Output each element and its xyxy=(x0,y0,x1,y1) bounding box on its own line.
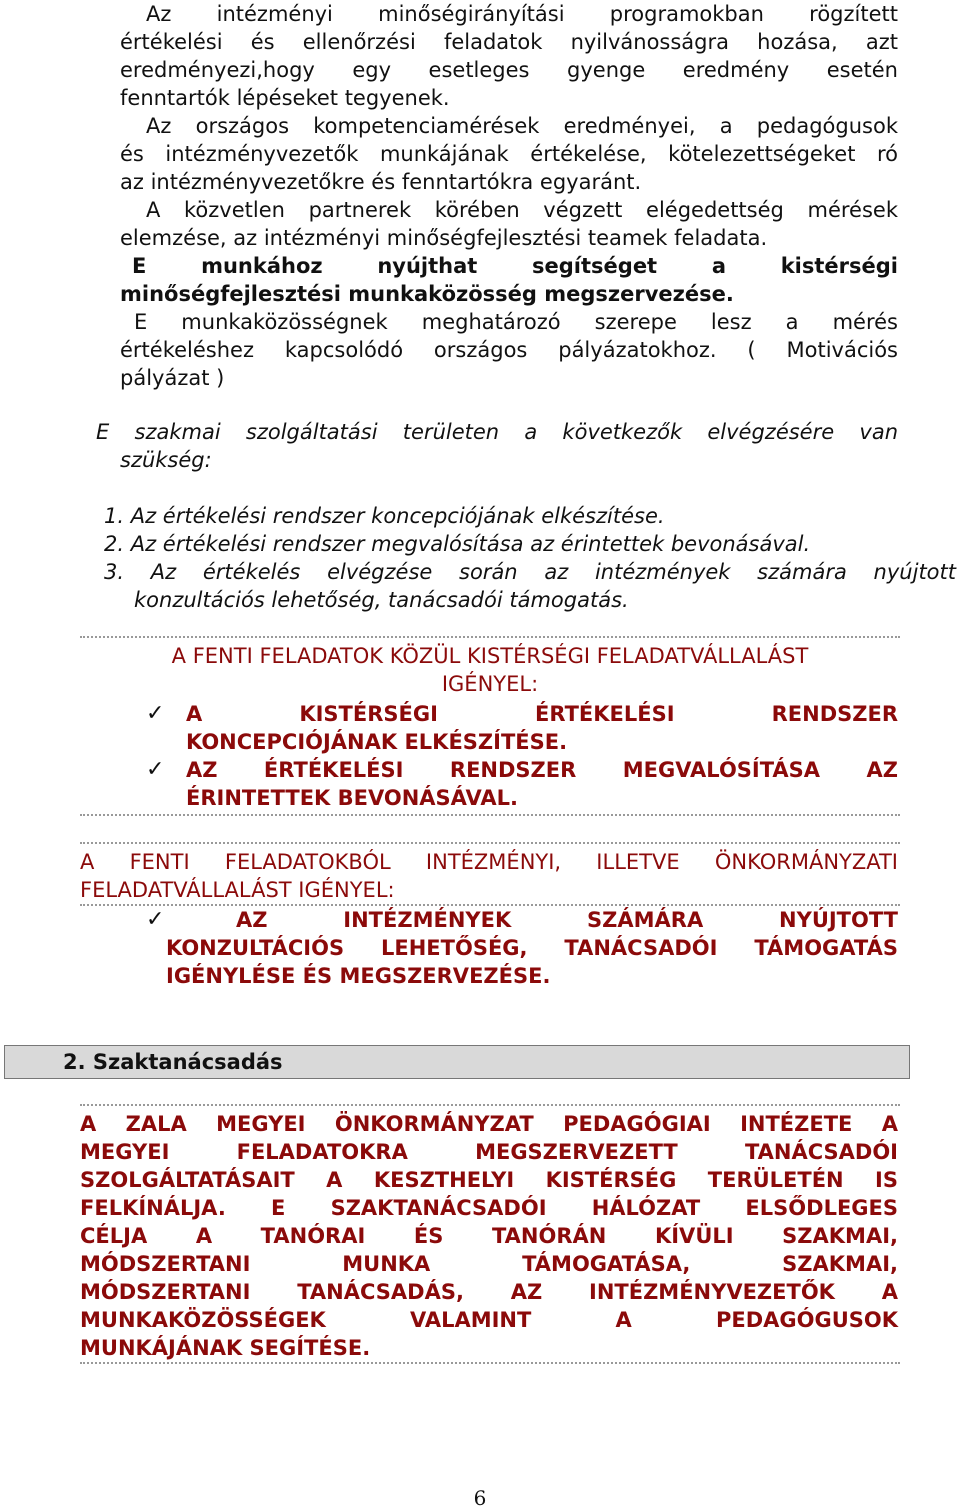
text-line: E munkaközösségnek meghatározó szerepe lesz a mérés xyxy=(134,310,898,334)
text-line: Az intézményi minőségirányítási programokban rögzített xyxy=(146,2,898,26)
text-line: AZ ÉRTÉKELÉSI RENDSZER MEGVALÓSÍTÁSA AZ xyxy=(186,758,898,782)
text-line: KONCEPCIÓJÁNAK ELKÉSZÍTÉSE. xyxy=(186,730,568,754)
text-line: SZOLGÁLTATÁSAIT A KESZTHELYI KISTÉRSÉG TERÜLETÉN IS xyxy=(80,1168,898,1192)
paragraph-partner-satisfaction xyxy=(120,196,898,252)
text-line: Az országos kompetenciamérések eredményei, a pedagógusok xyxy=(146,114,898,138)
text-line: és intézményvezetők munkájának értékelése, kötelezettségeket ró xyxy=(120,142,898,166)
box2-item-consultation xyxy=(166,906,898,990)
service-intro xyxy=(96,418,898,474)
text-line: AZ INTÉZMÉNYEK SZÁMÁRA NYÚJTOTT xyxy=(236,908,898,932)
text-line: értékeléshez kapcsolódó országos pályázatokhoz. ( Motivációs xyxy=(120,338,898,362)
text-line: FELKÍNÁLJA. E SZAKTANÁCSADÓI HÁLÓZAT ELSŐDLEGES xyxy=(80,1196,898,1220)
check-icon: ✓ xyxy=(146,907,165,932)
text-line: pályázat ) xyxy=(120,366,225,390)
text-line: IGÉNYLÉSE ÉS MEGSZERVEZÉSE. xyxy=(166,964,551,988)
list-item: 3. Az értékelés elvégzése során az intézmények számára nyújtott xyxy=(104,560,956,584)
text-line: minőségfejlesztési munkaközösség megszervezése. xyxy=(120,282,734,306)
dotted-divider xyxy=(80,636,900,638)
list-item: konzultációs lehetőség, tanácsadói támogatás. xyxy=(134,588,629,612)
text-line: MUNKAKÖZÖSSÉGEK VALAMINT A PEDAGÓGUSOK xyxy=(80,1308,898,1332)
dotted-divider xyxy=(80,1104,900,1106)
box1-heading xyxy=(80,642,900,698)
text-line: eredményezi,hogy egy esetleges gyenge eredmény esetén xyxy=(120,58,898,82)
text-line: A KISTÉRSÉGI ÉRTÉKELÉSI RENDSZER xyxy=(186,702,898,726)
text-line: ÉRINTETTEK BEVONÁSÁVAL. xyxy=(186,786,518,810)
section-body xyxy=(80,1110,898,1362)
check-icon: ✓ xyxy=(146,701,165,726)
section-title: 2. Szaktanácsadás xyxy=(63,1050,283,1074)
paragraph-competence-measurement xyxy=(120,112,898,196)
paragraph-quality-results xyxy=(120,0,898,112)
box1-item-implementation xyxy=(186,756,898,812)
text-line: FELADATVÁLLALÁST IGÉNYEL: xyxy=(80,878,395,902)
text-line: A közvetlen partnerek körében végzett elégedettség mérések xyxy=(146,198,898,222)
text-line: fenntartók lépéseket tegyenek. xyxy=(120,86,450,110)
dotted-divider xyxy=(80,842,900,844)
text-line: KONZULTÁCIÓS LEHETŐSÉG, TANÁCSADÓI TÁMOGATÁS xyxy=(166,936,898,960)
text-line: az intézményvezetőkre és fenntartókra egyaránt. xyxy=(120,170,642,194)
text-line: MÓDSZERTANI TANÁCSADÁS, AZ INTÉZMÉNYVEZETŐK A xyxy=(80,1280,898,1304)
text-line: CÉLJA A TANÓRAI ÉS TANÓRÁN KÍVÜLI SZAKMAI, xyxy=(80,1224,898,1248)
text-line: E szakmai szolgáltatási területen a következők elvégzésére van xyxy=(96,420,898,444)
text-line: MUNKÁJÁNAK SEGÍTÉSE. xyxy=(80,1336,371,1360)
paragraph-working-group xyxy=(120,252,898,308)
text-line: IGÉNYEL: xyxy=(441,672,539,696)
check-icon: ✓ xyxy=(146,757,165,782)
dotted-divider xyxy=(80,1362,900,1364)
text-line: E munkához nyújthat segítséget a kistérségi xyxy=(132,254,898,278)
text-line: szükség: xyxy=(120,448,212,472)
text-line: elemzése, az intézményi minőségfejlesztési teamek feladata. xyxy=(120,226,768,250)
text-line: MEGYEI FELADATOKRA MEGSZERVEZETT TANÁCSADÓI xyxy=(80,1140,898,1164)
box2-heading xyxy=(80,848,898,904)
text-line: értékelési és ellenőrzési feladatok nyilvánosságra hozása, azt xyxy=(120,30,898,54)
text-line: MÓDSZERTANI MUNKA TÁMOGATÁSA, SZAKMAI, xyxy=(80,1252,898,1276)
page-number: 6 xyxy=(473,1486,487,1510)
text-line: A FENTI FELADATOKBÓL INTÉZMÉNYI, ILLETVE ÖNKORMÁNYZATI xyxy=(80,850,898,874)
text-line: A FENTI FELADATOK KÖZÜL KISTÉRSÉGI FELADATVÁLLALÁST xyxy=(171,644,809,668)
paragraph-working-group-role xyxy=(120,308,898,392)
dotted-divider xyxy=(80,814,900,816)
box1-item-concept xyxy=(186,700,898,756)
task-list xyxy=(104,502,956,614)
section-header xyxy=(4,1045,910,1079)
text-line: A ZALA MEGYEI ÖNKORMÁNYZAT PEDAGÓGIAI INTÉZETE A xyxy=(80,1112,898,1136)
list-item: 2. Az értékelési rendszer megvalósítása az érintettek bevonásával. xyxy=(104,532,811,556)
list-item: 1. Az értékelési rendszer koncepciójának elkészítése. xyxy=(104,504,665,528)
